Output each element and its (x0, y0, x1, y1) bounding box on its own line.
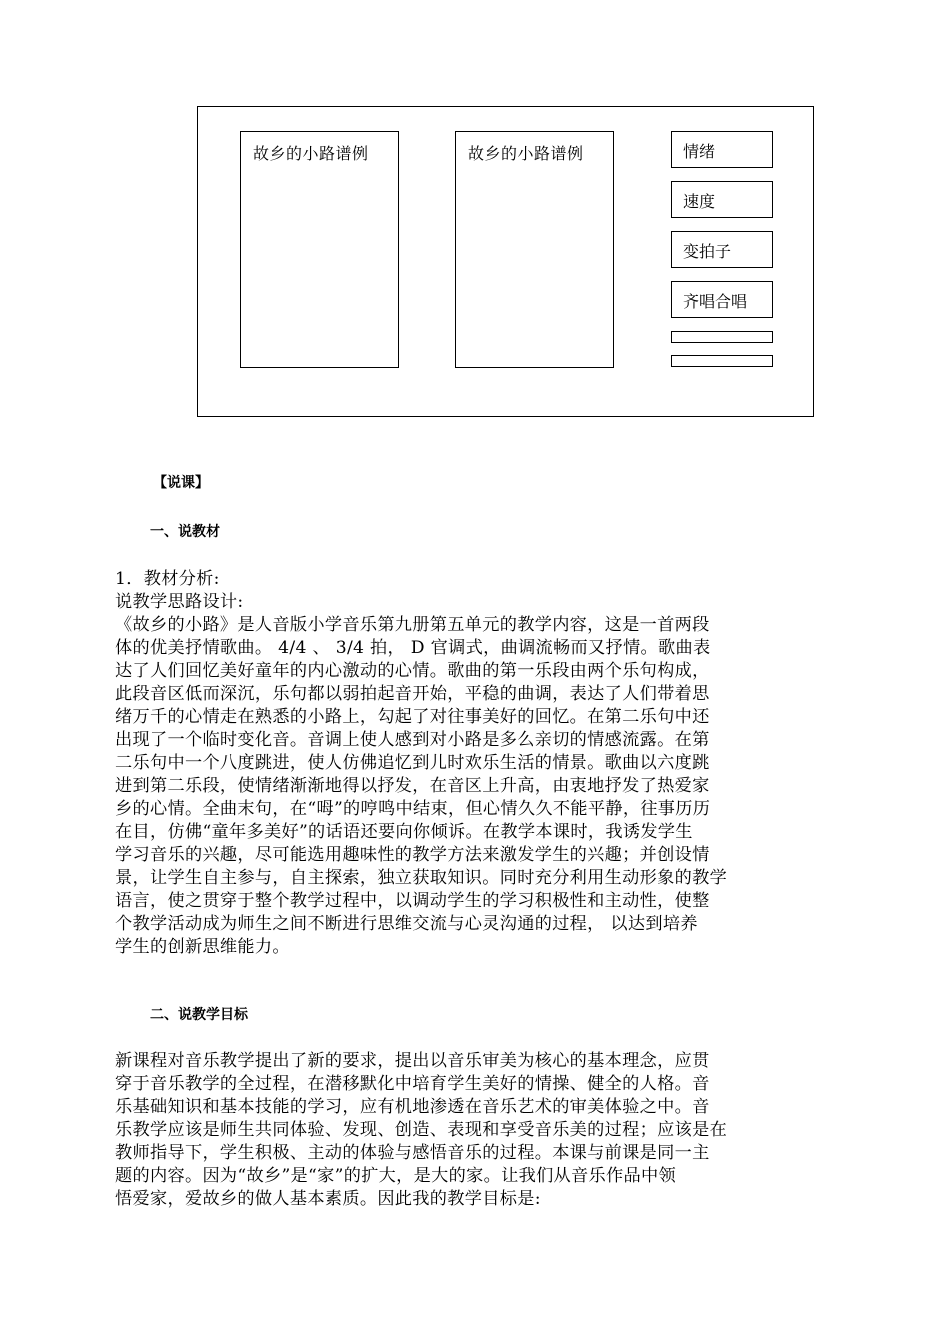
tag-speed-label: 速度 (683, 192, 716, 211)
text-line: 乐基础知识和基本技能的学习，应有机地渗透在音乐艺术的审美体验之中。音 (115, 1097, 710, 1117)
text-line: 1．教材分析: (115, 569, 220, 589)
text-line: 教师指导下，学生积极、主动的体验与感悟音乐的过程。本课与前课是同一主 (115, 1143, 710, 1163)
score-panel-left-title: 故乡的小路谱例 (253, 144, 369, 163)
heading-section2: 二、说教学目标 (150, 1007, 248, 1023)
text-line: 学生的创新思维能力。 (115, 937, 290, 957)
text-line: 体的优美抒情歌曲。 4/4 、 3/4 拍， D 官调式，曲调流畅而又抒情。歌曲表 (115, 638, 711, 658)
empty-tag-bar (671, 355, 773, 367)
tag-meter-change-label: 变拍子 (683, 242, 732, 261)
text-line: 出现了一个临时变化音。音调上使人感到对小路是多么亲切的情感流露。在第 (115, 730, 710, 750)
text-line: 此段音区低而深沉，乐句都以弱拍起音开始，平稳的曲调，表达了人们带着思 (115, 684, 710, 704)
tag-emotion-label: 情绪 (683, 142, 716, 161)
text-line: 学习音乐的兴趣，尽可能选用趣味性的教学方法来激发学生的兴趣；并创设情 (115, 845, 710, 865)
text-line: 乐教学应该是师生共同体验、发现、创造、表现和享受音乐美的过程；应该是在 (115, 1120, 728, 1140)
text-line: 悟爱家，爱故乡的做人基本素质。因此我的教学目标是: (115, 1189, 541, 1209)
score-panel-right (455, 131, 614, 368)
empty-tag-bar (671, 331, 773, 343)
text-line: 景，让学生自主参与，自主探索，独立获取知识。同时充分利用生动形象的教学 (115, 868, 728, 888)
tag-unison-chorus-label: 齐唱合唱 (683, 292, 748, 311)
tag-speed (671, 181, 773, 218)
text-line: 乡的心情。全曲末句，在“呣”的哼鸣中结束，但心情久久不能平静，往事历历 (115, 799, 711, 819)
text-line: 达了人们回忆美好童年的内心激动的心情。歌曲的第一乐段由两个乐句构成， (115, 661, 710, 681)
text-line: 绪万千的心情走在熟悉的小路上，勾起了对往事美好的回忆。在第二乐句中还 (115, 707, 710, 727)
text-line: 《故乡的小路》是人音版小学音乐第九册第五单元的教学内容，这是一首两段 (115, 615, 710, 635)
text-line: 说教学思路设计: (115, 592, 244, 612)
text-line: 二乐句中一个八度跳进，使人仿佛追忆到儿时欢乐生活的情景。歌曲以六度跳 (115, 753, 710, 773)
text-line: 穿于音乐教学的全过程，在潜移默化中培育学生美好的情操、健全的人格。音 (115, 1074, 710, 1094)
section1-body (115, 568, 875, 959)
text-line: 在目，仿佛“童年多美好”的话语还要向你倾诉。在教学本课时，我诱发学生 (115, 822, 693, 842)
tag-emotion (671, 131, 773, 168)
text-line: 题的内容。因为“故乡”是“家”的扩大，是大的家。让我们从音乐作品中领 (115, 1166, 676, 1186)
tag-unison-chorus (671, 281, 773, 318)
heading-section1: 一、说教材 (150, 524, 220, 540)
text-line: 个教学活动成为师生之间不断进行思维交流与心灵沟通的过程， 以达到培养 (115, 914, 698, 934)
heading-shuoke: 【说课】 (153, 475, 209, 491)
text-line: 进到第二乐段，使情绪渐渐地得以抒发，在音区上升高，由衷地抒发了热爱家 (115, 776, 710, 796)
score-panel-right-title: 故乡的小路谱例 (468, 144, 584, 163)
text-line: 新课程对音乐教学提出了新的要求，提出以音乐审美为核心的基本理念，应贯 (115, 1051, 710, 1071)
section2-body (115, 1050, 875, 1211)
tag-meter-change (671, 231, 773, 268)
score-panel-left (240, 131, 399, 368)
text-line: 语言，使之贯穿于整个教学过程中，以调动学生的学习积极性和主动性，使整 (115, 891, 710, 911)
